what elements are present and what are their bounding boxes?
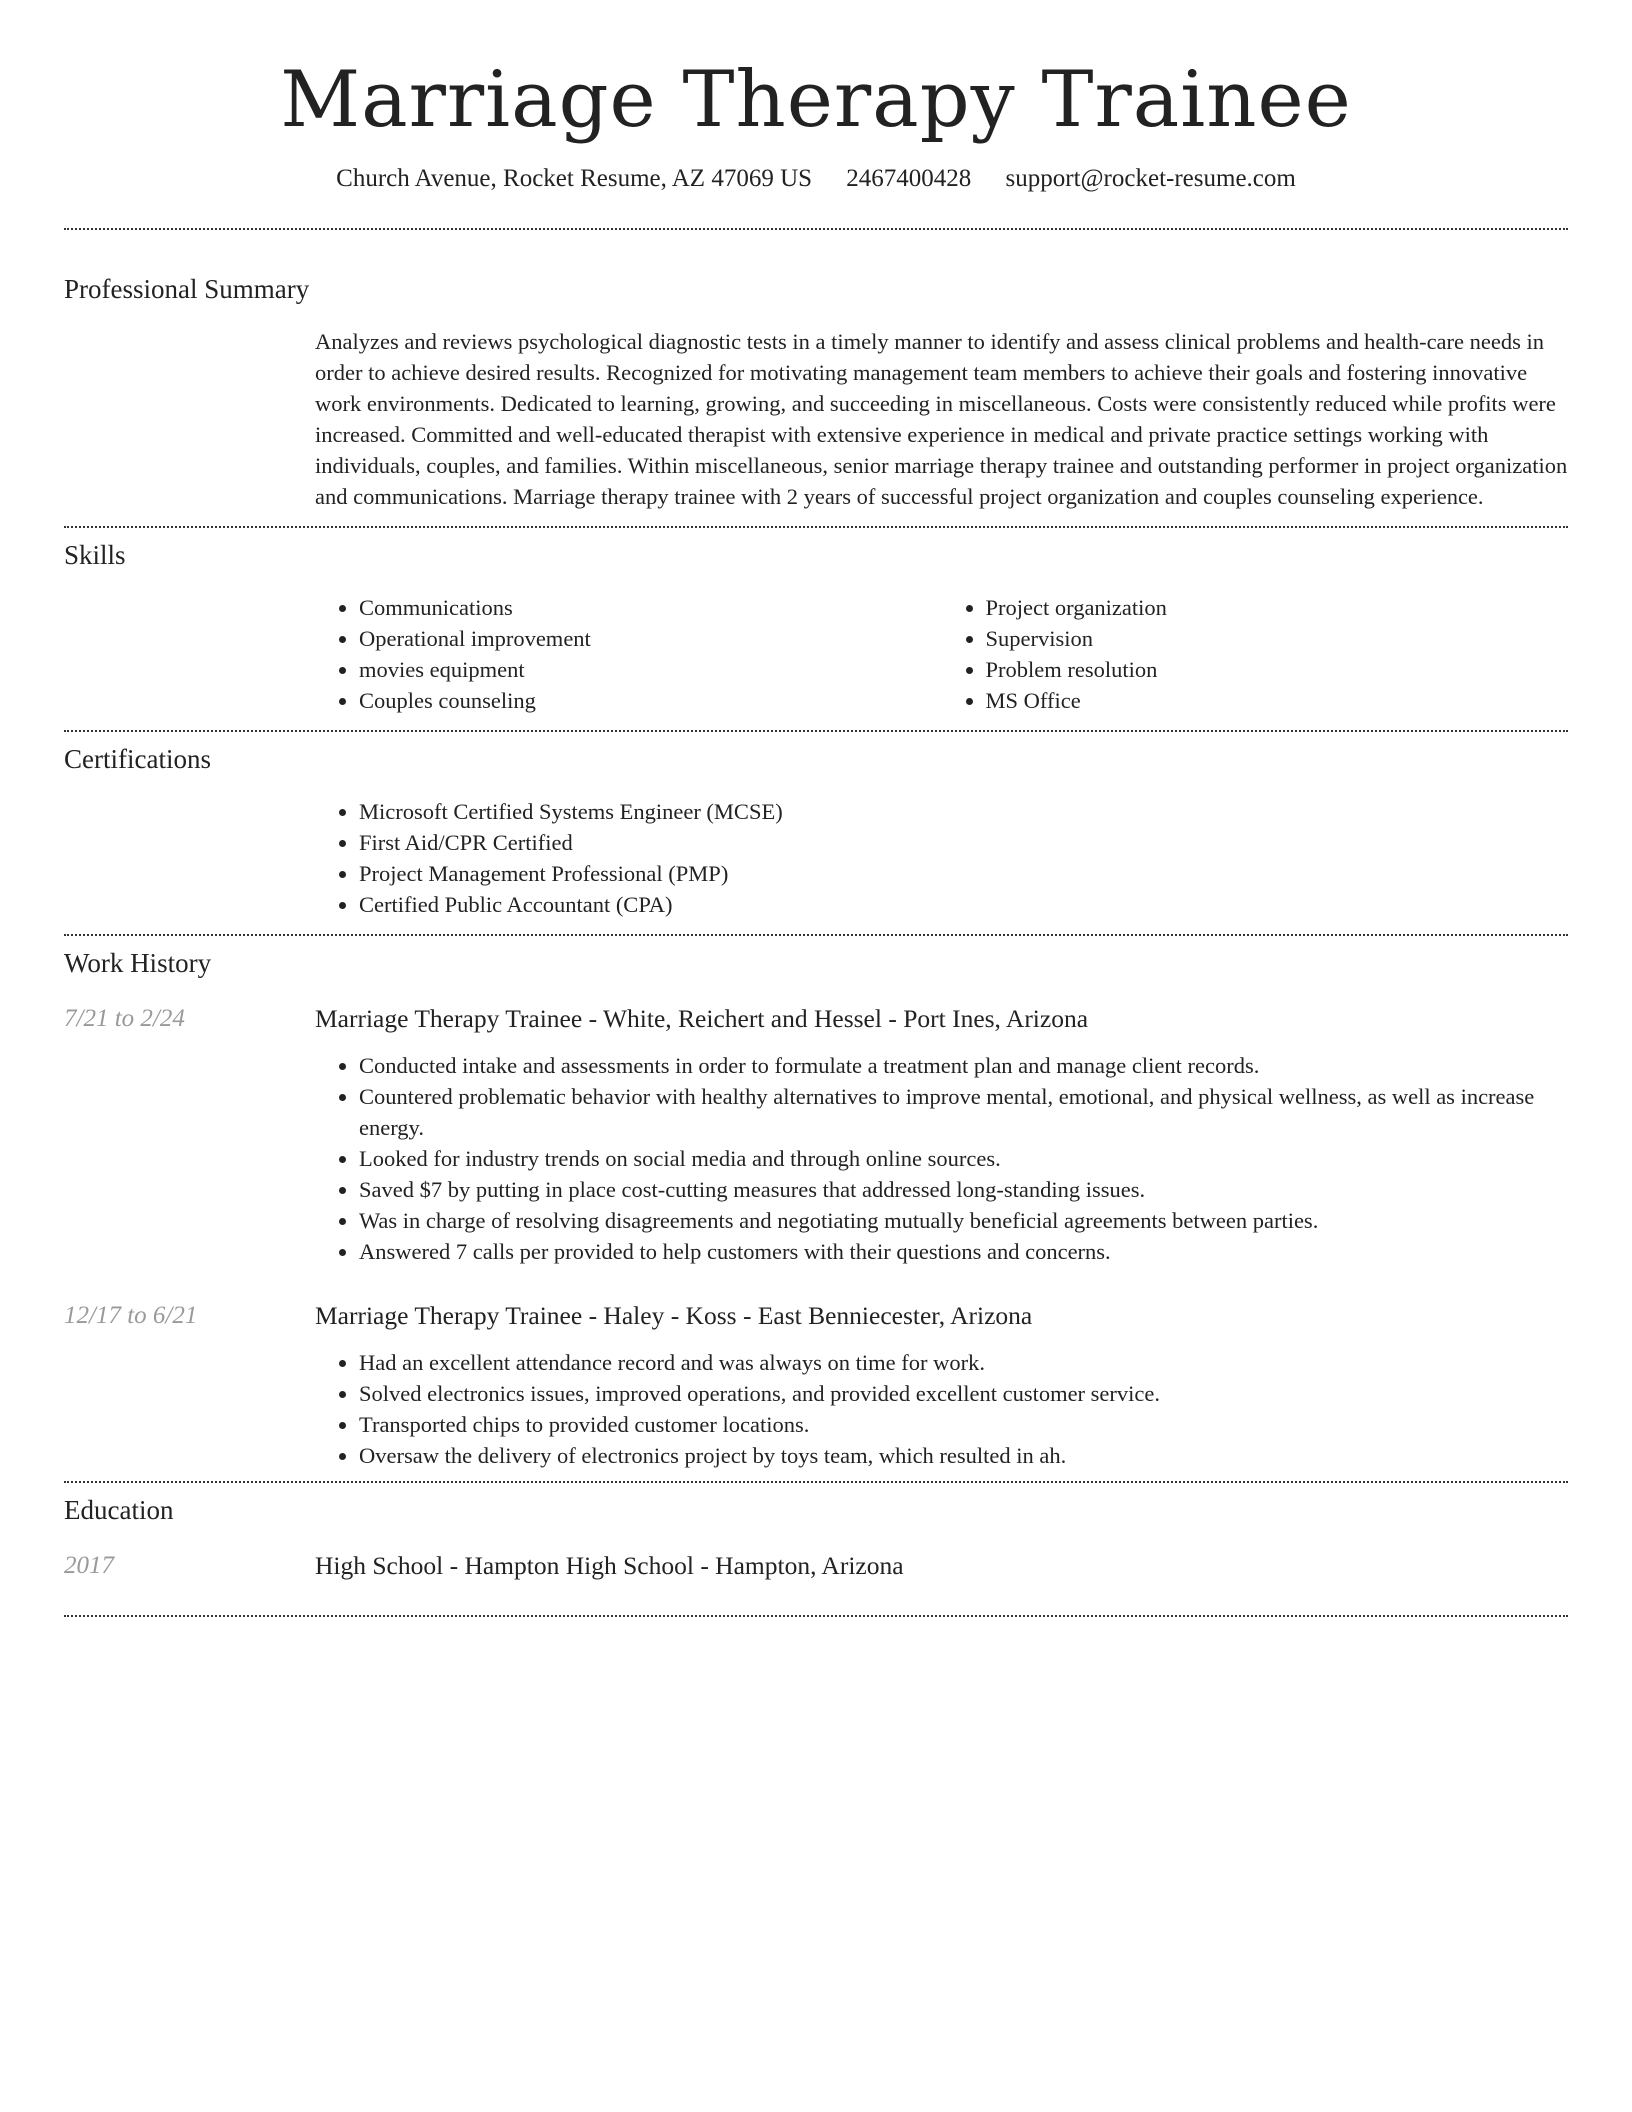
- contact-phone: 2467400428: [846, 165, 972, 192]
- skill-item: • Operational improvement: [359, 623, 942, 654]
- skill-item: • Problem resolution: [986, 654, 1569, 685]
- skill-item: • Project organization: [986, 592, 1569, 623]
- summary-text: Analyzes and reviews psychological diagnostic tests in a timely manner to identify and assess clinical problems and health-care needs in order to achieve desired results. Recognized for motivating management team members to achieve their goals and fostering innovative work environments. Dedicated to learning, growing, and succeeding in miscellaneous. Costs were consistently reduced while profits were increased. Committed and well-educated therapist with extensive experience in medical and private practice settings working with individuals, couples, and families. Within miscellaneous, senior marriage therapy trainee and outstanding performer in project organization and communications. Marriage therapy trainee with 2 years of successful project organization and couples counseling experience.: [315, 329, 1568, 509]
- job-bullet: • Conducted intake and assessments in order to formulate a treatment plan and manage client records.: [359, 1050, 1568, 1081]
- skill-item: • movies equipment: [359, 654, 942, 685]
- candidate-name: Marriage Therapy Trainee: [280, 55, 1352, 145]
- job-bullet: • Saved $7 by putting in place cost-cutting measures that addressed long-standing issues.: [359, 1174, 1568, 1205]
- skill-item: • Couples counseling: [359, 685, 942, 716]
- contact-address: Church Avenue, Rocket Resume, AZ 47069 US: [336, 165, 813, 192]
- certification-item: • Certified Public Accountant (CPA): [359, 889, 1568, 920]
- job-bullets: [315, 1050, 1568, 1267]
- resume-page: [64, 0, 1568, 1617]
- certification-item: • Microsoft Certified Systems Engineer (MCSE): [359, 796, 1568, 827]
- section-title-education: Education: [64, 1495, 174, 1525]
- education-heading: High School - Hampton High School - Hampton, Arizona: [315, 1551, 904, 1580]
- contact-line: [64, 162, 1568, 196]
- skill-item: • Communications: [359, 592, 942, 623]
- job-bullet: • Countered problematic behavior with healthy alternatives to improve mental, emotional, and physical wellness, as well as increase energy.: [359, 1081, 1568, 1143]
- job-bullet: • Had an excellent attendance record and was always on time for work.: [359, 1347, 1568, 1378]
- education-date: 2017: [64, 1552, 114, 1579]
- certifications-list: [315, 796, 1568, 920]
- certifications-section: [64, 732, 1568, 934]
- job-bullet: • Answered 7 calls per provided to help customers with their questions and concerns.: [359, 1236, 1568, 1267]
- job-bullet: • Was in charge of resolving disagreements and negotiating mutually beneficial agreements between parties.: [359, 1205, 1568, 1236]
- job-date: 12/17 to 6/21: [64, 1302, 198, 1329]
- skill-item: • MS Office: [986, 685, 1569, 716]
- job-bullet: • Solved electronics issues, improved operations, and provided excellent customer service.: [359, 1378, 1568, 1409]
- resume-header: [64, 0, 1568, 196]
- professional-summary-section: [64, 230, 1568, 526]
- skill-item: • Supervision: [986, 623, 1569, 654]
- skills-list-right: [942, 592, 1569, 716]
- job-bullets: [315, 1347, 1568, 1471]
- job-bullet: • Transported chips to provided customer locations.: [359, 1409, 1568, 1440]
- section-title-work-history: Work History: [64, 948, 212, 978]
- education-section: [64, 1483, 1568, 1615]
- certification-item: • Project Management Professional (PMP): [359, 858, 1568, 889]
- certification-item: • First Aid/CPR Certified: [359, 827, 1568, 858]
- skills-list-left: [315, 592, 942, 716]
- skills-section: [64, 528, 1568, 730]
- section-title-summary: Professional Summary: [64, 274, 310, 304]
- section-title-skills: Skills: [64, 540, 126, 570]
- job-date: 7/21 to 2/24: [64, 1005, 185, 1032]
- job-bullet: • Looked for industry trends on social media and through online sources.: [359, 1143, 1568, 1174]
- job-entry: [64, 1002, 1568, 1267]
- job-heading: Marriage Therapy Trainee - White, Reichert and Hessel - Port Ines, Arizona: [315, 1004, 1089, 1033]
- work-history-section: [64, 936, 1568, 1481]
- education-entry: [64, 1549, 1568, 1583]
- contact-email: support@rocket-resume.com: [1005, 165, 1296, 192]
- job-bullet: • Oversaw the delivery of electronics project by toys team, which resulted in ah.: [359, 1440, 1568, 1471]
- divider: [64, 1615, 1568, 1617]
- job-heading: Marriage Therapy Trainee - Haley - Koss - East Benniecester, Arizona: [315, 1301, 1033, 1330]
- job-entry: [64, 1299, 1568, 1471]
- section-title-certifications: Certifications: [64, 744, 211, 774]
